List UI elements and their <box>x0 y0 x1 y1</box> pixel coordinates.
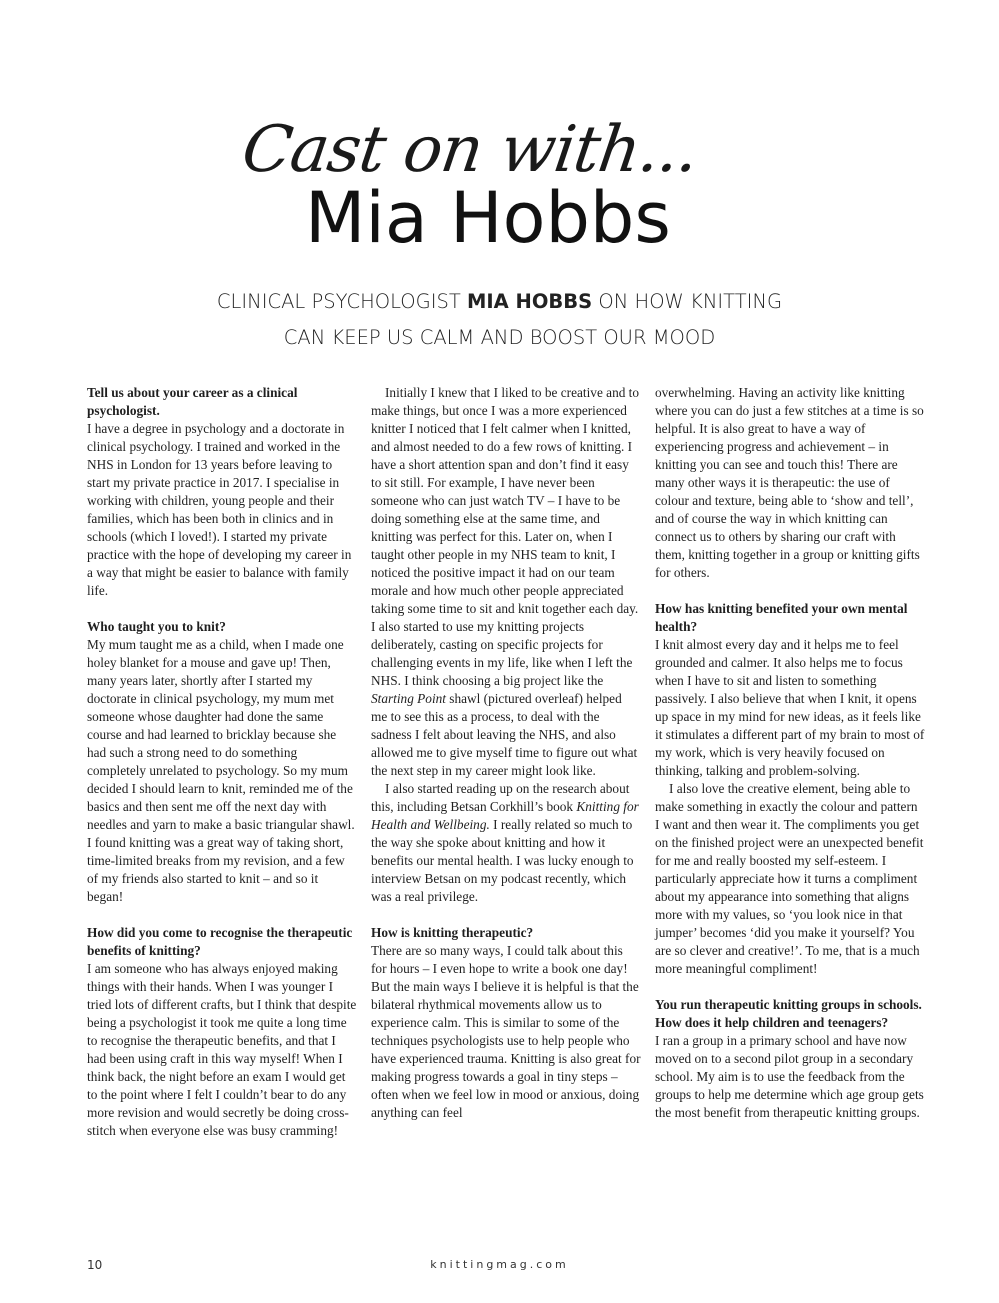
answer-paragraph: There are so many ways, I could talk about this for hours – I even hope to write a book one day! But the main ways I believe it is helpful is that the bilateral rhythmical movements allow us to experience calm. This is similar to some of the techniques psychologists use to help people who have experienced trauma. Knitting is also great for making progress towards a goal in tiny steps – often when we feel low in mood or anxious, doing anything can feel <box>371 943 641 1120</box>
standfirst-text: ON HOW KNITTING <box>592 290 783 313</box>
body-text: shawl (pictured overleaf) helped me to see this as a process, to deal with the sadness I felt about leaving the NHS, and also allowed me to give myself time to figure out what the next step in my career might look like. <box>371 691 638 778</box>
page-number: 10 <box>87 1258 103 1272</box>
body-text: I also started reading up on the research about this, including Betsan Corkhill’s book <box>371 781 630 814</box>
column-2 <box>371 384 641 1122</box>
question-heading: How is knitting therapeutic? <box>371 925 534 940</box>
answer-paragraph <box>371 384 641 780</box>
answer-paragraph: overwhelming. Having an activity like knitting where you can do just a few stitches at a time is so helpful. It is also great to have a way of experiencing progress and achievement – in knitting you can see and touch this! There are many other ways it is therapeutic: the use of colour and texture, being able to ‘show and tell’, and of course the way in which knitting can connect us to others by sharing our craft with them, knitting together in a group or knitting gifts for others. <box>655 385 924 580</box>
question-heading: How has knitting benefited your own mental health? <box>655 601 908 634</box>
answer-paragraph <box>371 780 641 906</box>
question-heading: Tell us about your career as a clinical psychologist. <box>87 385 298 418</box>
question-heading: How did you come to recognise the therapeutic benefits of knitting? <box>87 925 353 958</box>
column-3 <box>655 384 925 1122</box>
answer-paragraph: I am someone who has always enjoyed making things with their hands. When I was younger I tried lots of different crafts, but I think that despite being a psychologist it took me quite a long time to recognise the therapeutic benefits, and that I had been using craft in this way myself! When I think back, the night before an exam I would get to the point where I felt I couldn’t bear to do any more revision and would secretly be doing cross-stitch when everyone else was busy cramming! <box>87 961 357 1138</box>
answer-paragraph: I ran a group in a primary school and have now moved on to a second pilot group in a secondary school. My aim is to use the feedback from the groups to help me determine which age group gets the most benefit from therapeutic knitting groups. <box>655 1033 924 1120</box>
standfirst-line-1 <box>0 284 999 320</box>
body-text: Initially I knew that I liked to be creative and to make things, but once I was a more experienced knitter I noticed that I felt calmer when I knitted, and almost needed to do a few rows of knitting. I have a short attention span and don’t find it easy to sit still. For example, I have never been someone who can just watch TV – I have to be doing something else at the same time, and knitting was perfect for this. Later on, when I taught other people in my NHS team to knit, I noticed the positive impact it had on our team morale and how much other people appreciated taking some time to sit and knit together each day. I also started to use my knitting projects deliberately, casting on specific projects for challenging events in my life, like when I left the NHS. I think choosing a big project like the <box>371 385 640 688</box>
project-name: Starting Point <box>371 691 446 706</box>
standfirst-text: CLINICAL PSYCHOLOGIST <box>216 290 467 313</box>
standfirst-line-2: CAN KEEP US CALM AND BOOST OUR MOOD <box>283 326 716 349</box>
standfirst-name: MIA HOBBS <box>466 290 593 313</box>
standfirst <box>0 284 999 356</box>
body-text: I really related so much to the way she spoke about knitting and how it benefits our mental health. I was lucky enough to interview Betsan on my podcast recently, which was a real privilege. <box>371 817 634 904</box>
book-title: Knitting for Health and Wellbeing. <box>371 799 639 832</box>
answer-paragraph: I knit almost every day and it helps me to feel grounded and calmer. It also helps me to focus when I have to sit and listen to something passively. I also believe that when I knit, it opens up space in my mind for new ideas, as it feels like it stimulates a different part of my brain to most of my work, which is very heavily focused on thinking, talking and problem-solving. <box>655 637 925 778</box>
script-heading: Cast on with... <box>237 113 703 187</box>
question-heading: You run therapeutic knitting groups in schools. How does it help children and teenagers? <box>655 997 922 1030</box>
answer-paragraph: I also love the creative element, being able to make something in exactly the colour and pattern I want and then wear it. The compliments you get on the finished project were an unexpected benefit for me and really boosted my self-esteem. I particularly appreciate how it turns a compliment about my appearance into something that aligns more with my values, so ‘you look nice in that jumper’ becomes ‘did you make it yourself? You are so clever and creative!’. To me, that is a much more meaningful compliment! <box>655 781 924 976</box>
answer-paragraph: I have a degree in psychology and a doctorate in clinical psychology. I trained and worked in the NHS in London for 13 years before leaving to start my private practice in 2017. I specialise in working with children, young people and their families, which has been both in clinics and in schools (which I loved!). I started my private practice with the hope of developing my career in a way that might be easier to balance with family life. <box>87 421 352 598</box>
question-heading: Who taught you to knit? <box>87 619 226 634</box>
answer-paragraph: My mum taught me as a child, when I made one holey blanket for a mouse and gave up! Then, many years later, shortly after I started my doctorate in clinical psychology, my mum met someone whose daughter had done the same course and had learned to bricklay because she had such a strong need to do something completely unrelated to psychology. So my mum decided I should learn to knit, reminded me of the basics and then sent me off the next day with needles and yarn to make a basic triangular shawl. I found knitting was a great way of taking short, time-limited breaks from my revision, and a few of my friends also started to knit – and so it began! <box>87 637 355 904</box>
column-1 <box>87 384 357 1140</box>
page-title: Mia Hobbs <box>305 177 671 259</box>
footer-website: knittingmag.com <box>430 1258 569 1271</box>
